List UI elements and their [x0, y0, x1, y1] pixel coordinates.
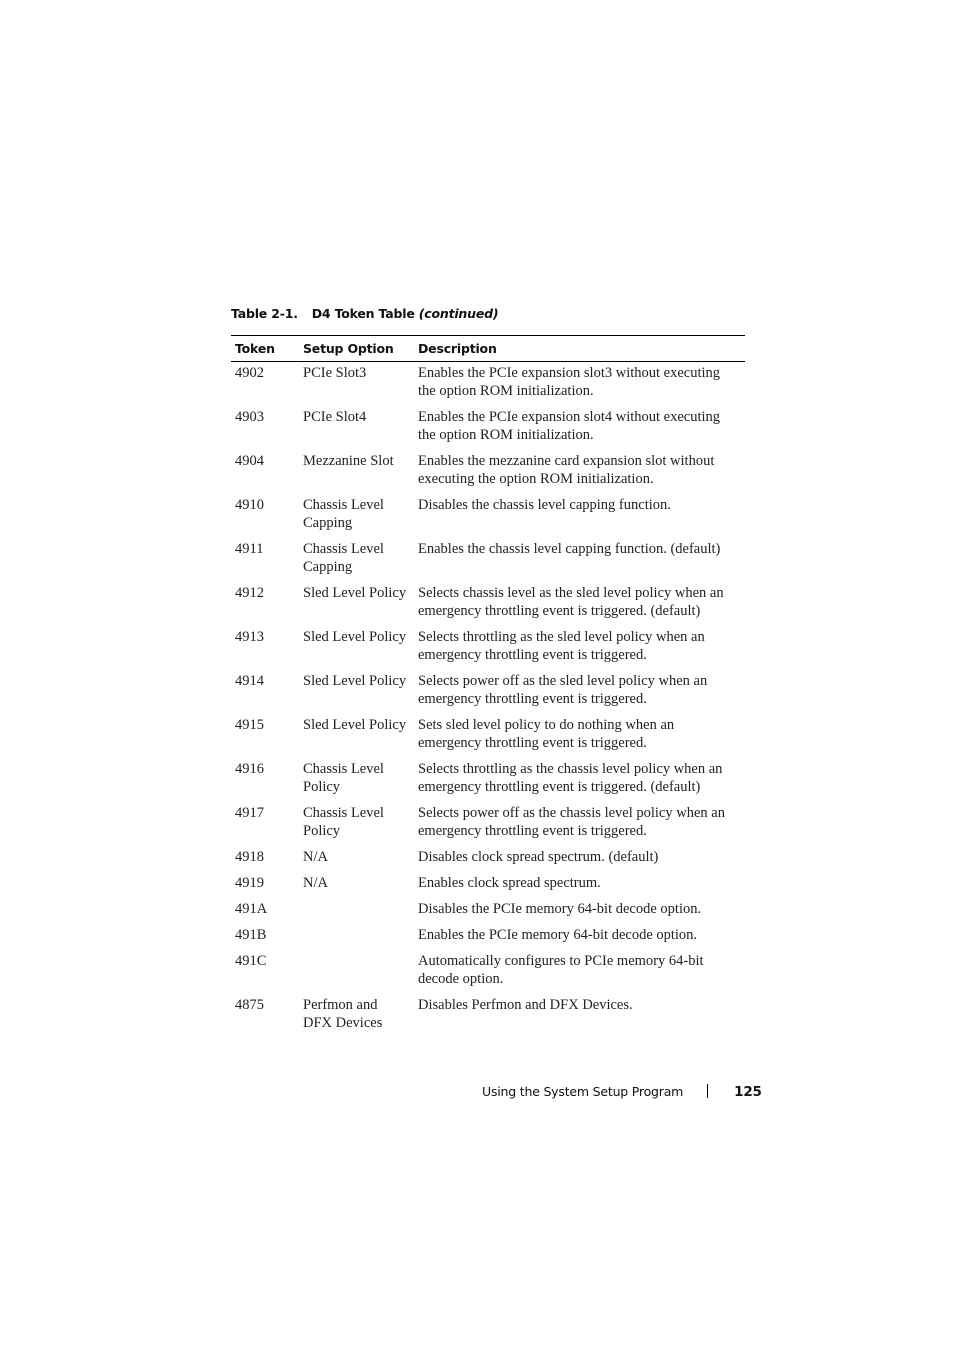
table-caption-label: Table 2-1.: [231, 306, 298, 321]
setup-option-cell: [299, 951, 414, 995]
setup-option-cell: PCIe Slot4: [303, 409, 367, 425]
setup-option-cell: Chassis Level Capping: [303, 497, 384, 531]
header-description: Description: [418, 340, 497, 356]
page-footer: [482, 1084, 762, 1100]
table-row: [231, 583, 745, 627]
table-row: [231, 995, 745, 1039]
setup-option-cell: Perfmon and DFX Devices: [303, 997, 383, 1031]
setup-option-cell: Chassis Level Policy: [303, 761, 384, 795]
table-caption: [231, 306, 498, 321]
description-cell: Enables the PCIe expansion slot3 without executing the option ROM initialization.: [418, 365, 721, 399]
description-cell: Enables the mezzanine card expansion slot without executing the option ROM initialization.: [418, 453, 715, 487]
setup-option-cell: N/A: [303, 875, 328, 891]
description-cell: Enables the chassis level capping function. (default): [418, 541, 721, 557]
token-cell: 4912: [235, 585, 264, 601]
setup-option-cell: PCIe Slot3: [303, 365, 367, 381]
setup-option-cell: [299, 899, 414, 925]
setup-option-cell: [299, 925, 414, 951]
table-row: [231, 899, 745, 925]
token-cell: 4914: [235, 673, 264, 689]
table-row: [231, 759, 745, 803]
table-row: [231, 925, 745, 951]
header-token: Token: [235, 340, 275, 356]
description-cell: Selects throttling as the sled level policy when an emergency throttling event is triggered.: [418, 629, 705, 663]
setup-option-cell: Chassis Level Policy: [303, 805, 384, 839]
table-row: [231, 407, 745, 451]
table-row: [231, 873, 745, 899]
description-cell: Disables Perfmon and DFX Devices.: [418, 997, 633, 1013]
footer-section-title: Using the System Setup Program: [482, 1084, 684, 1099]
token-cell: 4918: [235, 849, 264, 865]
table-row: [231, 671, 745, 715]
table-header-row: [231, 336, 745, 362]
description-cell: Selects power off as the sled level policy when an emergency throttling event is triggered.: [418, 673, 708, 707]
setup-option-cell: Sled Level Policy: [303, 673, 407, 689]
table-row: [231, 847, 745, 873]
table-caption-continued: (continued): [418, 306, 499, 321]
token-cell: 4875: [235, 997, 264, 1013]
token-cell: 4903: [235, 409, 264, 425]
description-cell: Automatically configures to PCIe memory 64-bit decode option.: [418, 953, 704, 987]
token-cell: 491A: [235, 901, 268, 917]
token-cell: 4917: [235, 805, 264, 821]
description-cell: Selects chassis level as the sled level policy when an emergency throttling event is triggered. (default): [418, 585, 724, 619]
table-row: [231, 451, 745, 495]
description-cell: Disables clock spread spectrum. (default): [418, 849, 659, 865]
token-cell: 4902: [235, 365, 264, 381]
table-row: [231, 715, 745, 759]
description-cell: Selects power off as the chassis level policy when an emergency throttling event is triggered.: [418, 805, 725, 839]
table-row: [231, 362, 745, 408]
table-caption-title: D4 Token Table: [311, 306, 415, 321]
setup-option-cell: Mezzanine Slot: [303, 453, 394, 469]
page-number: 125: [734, 1084, 762, 1100]
table-row: [231, 627, 745, 671]
table-body: [231, 362, 745, 1040]
setup-option-cell: N/A: [303, 849, 328, 865]
description-cell: Enables the PCIe expansion slot4 without executing the option ROM initialization.: [418, 409, 721, 443]
token-cell: 4904: [235, 453, 264, 469]
setup-option-cell: Sled Level Policy: [303, 717, 407, 733]
description-cell: Enables clock spread spectrum.: [418, 875, 601, 891]
setup-option-cell: Sled Level Policy: [303, 585, 407, 601]
header-setup-option: Setup Option: [303, 340, 394, 356]
token-cell: 4913: [235, 629, 264, 645]
token-cell: 4916: [235, 761, 264, 777]
token-cell: 4919: [235, 875, 264, 891]
token-cell: 4911: [235, 541, 264, 557]
token-cell: 4910: [235, 497, 264, 513]
setup-option-cell: Chassis Level Capping: [303, 541, 384, 575]
description-cell: Disables the chassis level capping function.: [418, 497, 671, 513]
token-cell: 491C: [235, 953, 267, 969]
token-table: [231, 335, 745, 1039]
table-row: [231, 539, 745, 583]
footer-divider: [707, 1084, 708, 1098]
token-cell: 491B: [235, 927, 267, 943]
table-row: [231, 803, 745, 847]
token-cell: 4915: [235, 717, 264, 733]
description-cell: Sets sled level policy to do nothing when an emergency throttling event is triggered.: [418, 717, 675, 751]
description-cell: Disables the PCIe memory 64-bit decode option.: [418, 901, 702, 917]
table-row: [231, 951, 745, 995]
setup-option-cell: Sled Level Policy: [303, 629, 407, 645]
table-row: [231, 495, 745, 539]
description-cell: Selects throttling as the chassis level policy when an emergency throttling event is triggered. (default): [418, 761, 723, 795]
description-cell: Enables the PCIe memory 64-bit decode option.: [418, 927, 698, 943]
